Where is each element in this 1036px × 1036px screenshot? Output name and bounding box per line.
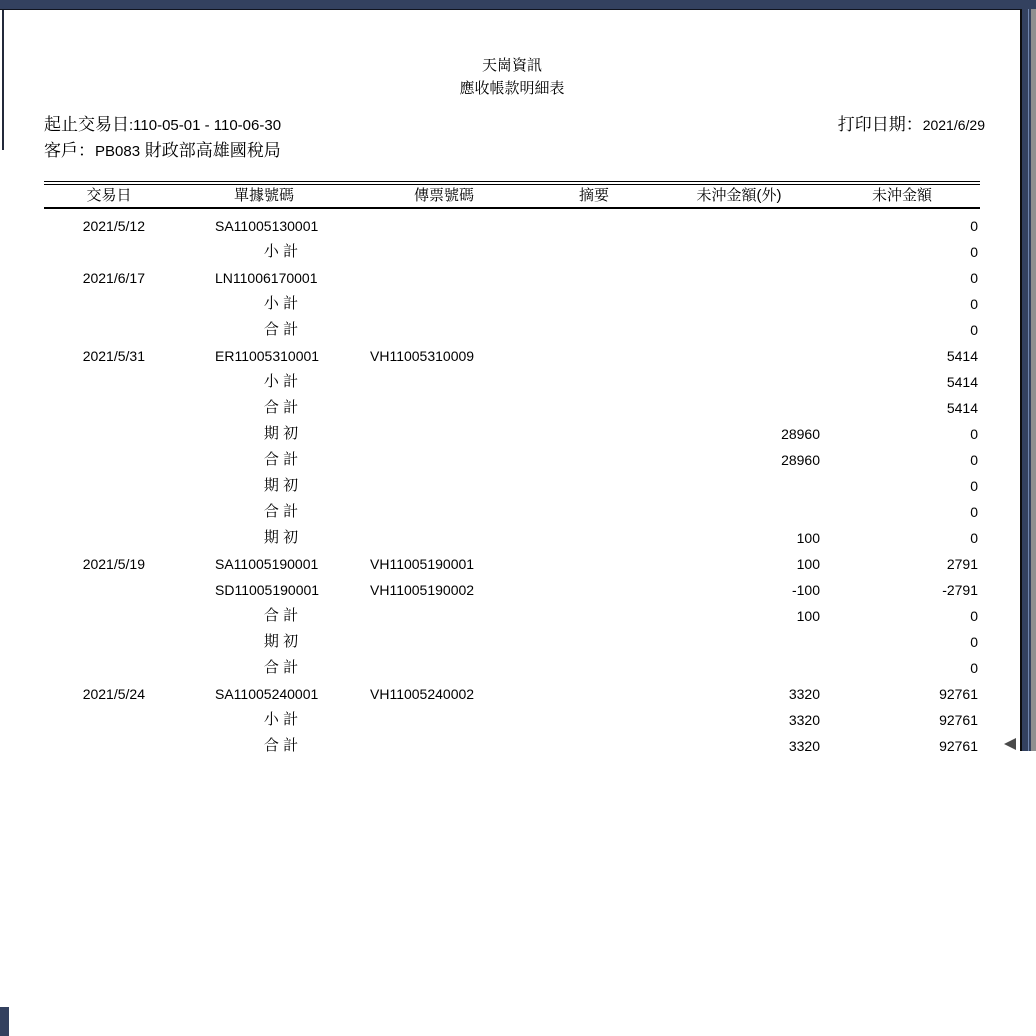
cell-doc-no: 期 初 (263, 425, 299, 442)
cell-doc-no: 小 計 (263, 711, 299, 728)
cell-amount-ext (654, 473, 824, 499)
cell-voucher-no (354, 317, 534, 343)
cell-date (44, 317, 174, 343)
table-row (44, 629, 980, 655)
cell-date (44, 525, 174, 551)
customer-line (44, 136, 281, 161)
cell-amount: 92761 (939, 686, 978, 702)
cell-amount-ext (654, 369, 824, 395)
cell-amount: 5414 (946, 348, 978, 364)
cell-date (44, 421, 174, 447)
cell-doc-no: SA11005240001 (215, 686, 319, 702)
cell-amount-ext: 100 (796, 556, 820, 572)
cell-amount: 0 (970, 296, 978, 312)
table-header-rule (44, 207, 980, 209)
cell-amount-ext (654, 343, 824, 369)
cell-amount: 92761 (939, 712, 978, 728)
table-row (44, 655, 980, 681)
cell-doc-no: 期 初 (263, 633, 299, 650)
cell-summary (534, 317, 654, 343)
cell-date (44, 655, 174, 681)
cell-date (44, 473, 174, 499)
cell-summary (534, 421, 654, 447)
print-date-label: 打印日期： (837, 115, 923, 134)
cell-date: 2021/6/17 (82, 270, 145, 286)
cell-amount-ext (654, 239, 824, 265)
table-row (44, 395, 980, 421)
cell-summary (534, 681, 654, 707)
cell-summary (534, 577, 654, 603)
cell-doc-no: 合 計 (263, 399, 299, 416)
cell-amount: 0 (970, 270, 978, 286)
cell-summary (534, 447, 654, 473)
cell-summary (534, 343, 654, 369)
window-right-edge-highlight (1028, 9, 1029, 751)
cell-amount: 0 (970, 504, 978, 520)
cell-date (44, 395, 174, 421)
cell-amount-ext: 28960 (781, 426, 820, 442)
cell-date (44, 499, 174, 525)
cell-voucher-no (354, 629, 534, 655)
cell-voucher-no (354, 265, 534, 291)
cell-amount-ext (654, 499, 824, 525)
header-cell: 未沖金額(外) (696, 187, 782, 204)
cell-doc-no: 期 初 (263, 529, 299, 546)
cell-doc-no: 小 計 (263, 243, 299, 260)
cell-summary (534, 525, 654, 551)
cell-summary (534, 629, 654, 655)
cell-amount-ext (654, 291, 824, 317)
header-cell: 摘要 (578, 187, 609, 204)
cell-doc-no: SA11005130001 (215, 218, 319, 234)
date-range-value: :110-05-01 - 110-06-30 (129, 117, 282, 134)
header-cell: 單據號碼 (233, 187, 294, 204)
cell-amount-ext: 3320 (788, 712, 820, 728)
table-row (44, 421, 980, 447)
cell-voucher-no (354, 499, 534, 525)
cell-voucher-no (354, 291, 534, 317)
header-cell: 未沖金額 (871, 187, 932, 204)
table-row (44, 499, 980, 525)
cell-voucher-no (354, 239, 534, 265)
cell-date (44, 369, 174, 395)
cell-summary (534, 395, 654, 421)
cell-amount-ext: 28960 (781, 452, 820, 468)
table-top-rule-2 (44, 184, 980, 185)
cell-summary (534, 655, 654, 681)
cell-date (44, 629, 174, 655)
cell-doc-no: SD11005190001 (215, 582, 320, 598)
cell-summary (534, 551, 654, 577)
cell-amount: -2791 (942, 582, 978, 598)
cell-voucher-no: VH11005190002 (370, 582, 475, 598)
window-corner-square (0, 1007, 9, 1036)
cell-amount: 2791 (946, 556, 978, 572)
cell-amount: 5414 (946, 374, 978, 390)
cell-voucher-no (354, 655, 534, 681)
header-cell: 傳票號碼 (413, 187, 474, 204)
cell-date (44, 239, 174, 265)
cell-amount-ext (654, 213, 824, 239)
table-row (44, 317, 980, 343)
cell-doc-no: 合 計 (263, 451, 299, 468)
cell-amount: 92761 (939, 738, 978, 754)
cell-date (44, 577, 174, 603)
cell-summary (534, 707, 654, 733)
window-right-edge (1022, 9, 1031, 751)
customer-code: PB083 (95, 143, 141, 160)
cell-doc-no: SA11005190001 (215, 556, 319, 572)
table-row (44, 733, 980, 759)
cell-doc-no: LN11006170001 (215, 270, 318, 286)
table-row (44, 603, 980, 629)
table-row (44, 577, 980, 603)
table-row (44, 681, 980, 707)
report-title: 應收帳款明細表 (459, 80, 565, 97)
table-row (44, 473, 980, 499)
cell-voucher-no (354, 213, 534, 239)
cell-summary (534, 291, 654, 317)
cell-doc-no: 小 計 (263, 295, 299, 312)
table-row (44, 265, 980, 291)
cell-summary (534, 213, 654, 239)
print-date-value: 2021/6/29 (922, 117, 985, 133)
table-row (44, 447, 980, 473)
cell-voucher-no (354, 473, 534, 499)
print-date-line (838, 110, 985, 135)
cell-voucher-no (354, 733, 534, 759)
cell-amount: 0 (970, 426, 978, 442)
cell-amount-ext: -100 (791, 582, 820, 598)
cell-amount: 0 (970, 634, 978, 650)
cell-doc-no: ER11005310001 (215, 348, 320, 364)
cell-voucher-no (354, 525, 534, 551)
cell-date: 2021/5/24 (82, 686, 145, 702)
cell-summary (534, 473, 654, 499)
cell-date (44, 447, 174, 473)
cell-doc-no: 合 計 (263, 503, 299, 520)
cell-amount: 0 (970, 478, 978, 494)
cell-doc-no: 合 計 (263, 659, 299, 676)
cell-doc-no: 合 計 (263, 607, 299, 624)
table-top-rule-1 (44, 181, 980, 182)
cell-voucher-no: VH11005240002 (370, 686, 475, 702)
cell-voucher-no: VH11005190001 (370, 556, 475, 572)
table-row (44, 291, 980, 317)
cell-summary (534, 603, 654, 629)
cell-amount: 0 (970, 218, 978, 234)
cell-summary (534, 499, 654, 525)
cell-date (44, 707, 174, 733)
cell-amount: 0 (970, 244, 978, 260)
cell-amount-ext (654, 629, 824, 655)
table-row (44, 343, 980, 369)
date-range-line (44, 110, 281, 135)
cell-amount: 0 (970, 660, 978, 676)
cell-date (44, 603, 174, 629)
table-row (44, 369, 980, 395)
cell-summary (534, 239, 654, 265)
table-row (44, 551, 980, 577)
cell-summary (534, 265, 654, 291)
cell-amount-ext: 3320 (788, 686, 820, 702)
mouse-cursor-icon (1004, 738, 1016, 750)
cell-summary (534, 369, 654, 395)
cell-amount: 0 (970, 322, 978, 338)
cell-amount-ext: 100 (796, 608, 820, 624)
table-row (44, 525, 980, 551)
cell-voucher-no (354, 369, 534, 395)
cell-date: 2021/5/31 (82, 348, 145, 364)
cell-summary (534, 733, 654, 759)
cell-date: 2021/5/19 (82, 556, 145, 572)
cell-date: 2021/5/12 (82, 218, 145, 234)
cell-amount: 0 (970, 608, 978, 624)
cell-amount-ext (654, 395, 824, 421)
cell-date (44, 733, 174, 759)
date-range-label: 起止交易日 (44, 115, 129, 134)
cell-doc-no: 合 計 (263, 321, 299, 338)
cell-amount-ext (654, 265, 824, 291)
cell-doc-no: 合 計 (263, 737, 299, 754)
window-top-edge (0, 0, 1036, 10)
table-header-row (44, 186, 980, 205)
cell-voucher-no (354, 447, 534, 473)
cell-date (44, 291, 174, 317)
table-row (44, 239, 980, 265)
cell-amount: 0 (970, 452, 978, 468)
cell-voucher-no (354, 395, 534, 421)
header-cell: 交易日 (86, 187, 132, 204)
customer-name-text: 財政部高雄國稅局 (144, 141, 281, 160)
cell-amount: 0 (970, 530, 978, 546)
customer-label: 客戶： (44, 141, 95, 160)
company-name: 天崗資訊 (481, 57, 542, 74)
cell-amount: 5414 (946, 400, 978, 416)
cell-amount-ext (654, 655, 824, 681)
cell-voucher-no (354, 421, 534, 447)
cell-voucher-no (354, 603, 534, 629)
window-right-edge-gray (1031, 9, 1036, 751)
table-body (44, 213, 980, 759)
cell-amount-ext: 100 (796, 530, 820, 546)
cell-voucher-no (354, 707, 534, 733)
cell-amount-ext (654, 317, 824, 343)
cell-voucher-no: VH11005310009 (370, 348, 475, 364)
cell-amount-ext: 3320 (788, 738, 820, 754)
table-row (44, 213, 980, 239)
cell-doc-no: 小 計 (263, 373, 299, 390)
cell-doc-no: 期 初 (263, 477, 299, 494)
table-row (44, 707, 980, 733)
